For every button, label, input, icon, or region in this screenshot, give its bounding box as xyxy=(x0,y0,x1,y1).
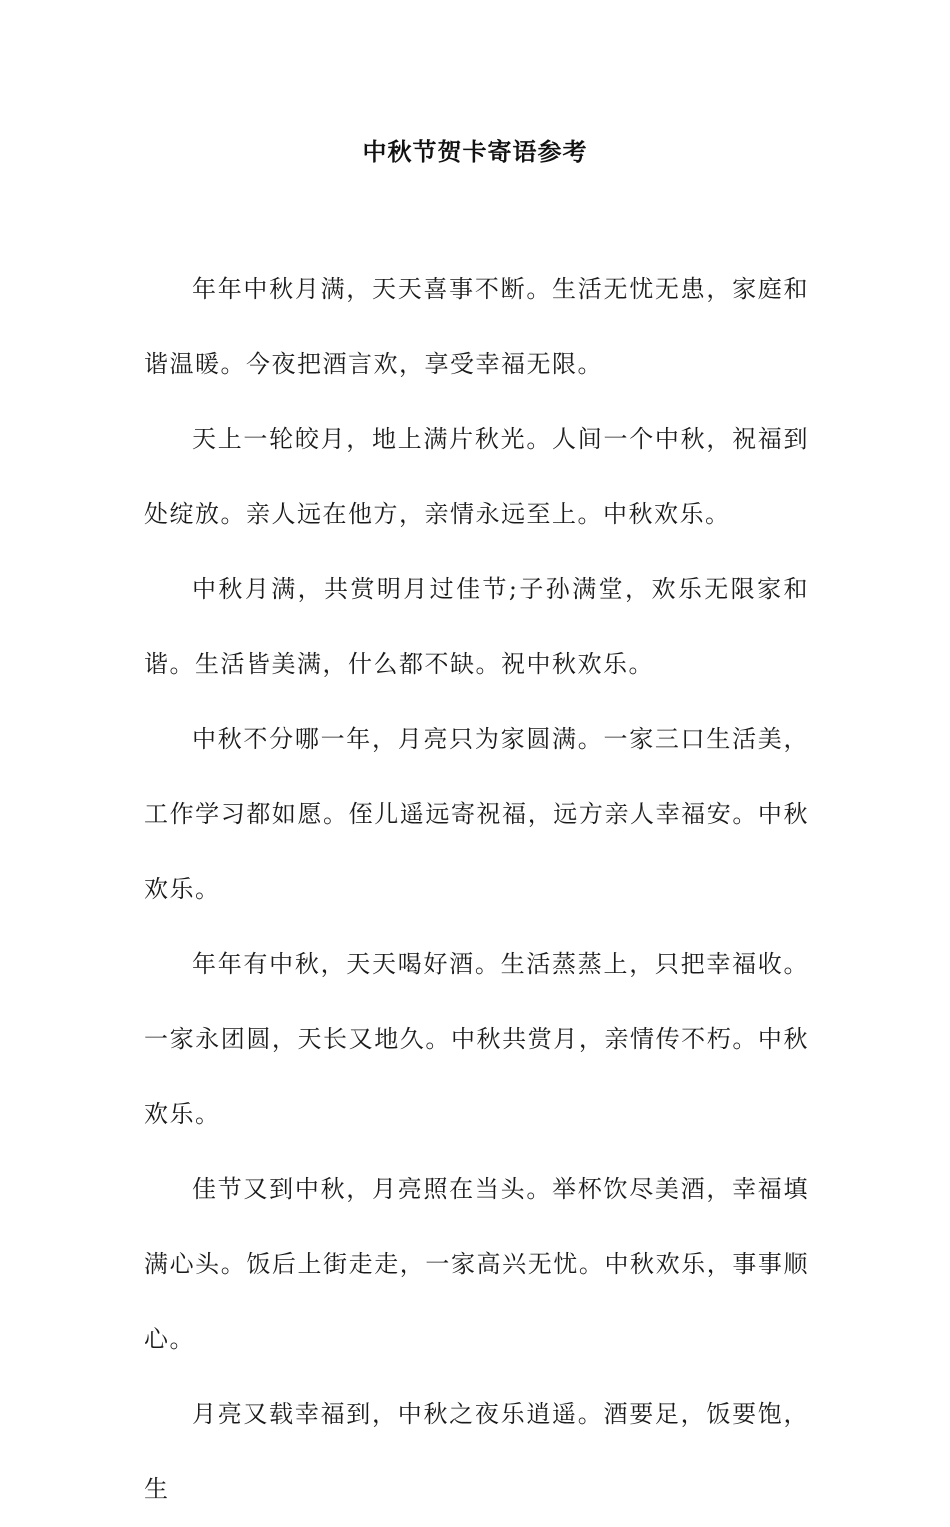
paragraph-2: 天上一轮皎月，地上满片秋光。人间一个中秋，祝福到处绽放。亲人远在他方，亲情永远至上。中秋欢乐。 xyxy=(144,425,809,528)
document-body xyxy=(144,252,809,1527)
paragraph-3: 中秋月满，共赏明月过佳节;子孙满堂，欢乐无限家和谐。生活皆美满，什么都不缺。祝中秋欢乐。 xyxy=(144,575,809,678)
paragraph-6: 佳节又到中秋，月亮照在当头。举杯饮尽美酒，幸福填满心头。饭后上街走走，一家高兴无忧。中秋欢乐，事事顺心。 xyxy=(144,1175,809,1353)
paragraph-5: 年年有中秋，天天喝好酒。生活蒸蒸上，只把幸福收。一家永团圆，天长又地久。中秋共赏月，亲情传不朽。中秋欢乐。 xyxy=(144,950,809,1128)
document-title: 中秋节贺卡寄语参考 xyxy=(362,137,588,166)
paragraph-1: 年年中秋月满，天天喜事不断。生活无忧无患，家庭和谐温暖。今夜把酒言欢，享受幸福无限。 xyxy=(144,275,809,378)
paragraph-7: 月亮又载幸福到，中秋之夜乐逍遥。酒要足，饭要饱，生 xyxy=(144,1400,809,1503)
paragraph-4: 中秋不分哪一年，月亮只为家圆满。一家三口生活美，工作学习都如愿。侄儿遥远寄祝福，远方亲人幸福安。中秋欢乐。 xyxy=(144,725,809,903)
